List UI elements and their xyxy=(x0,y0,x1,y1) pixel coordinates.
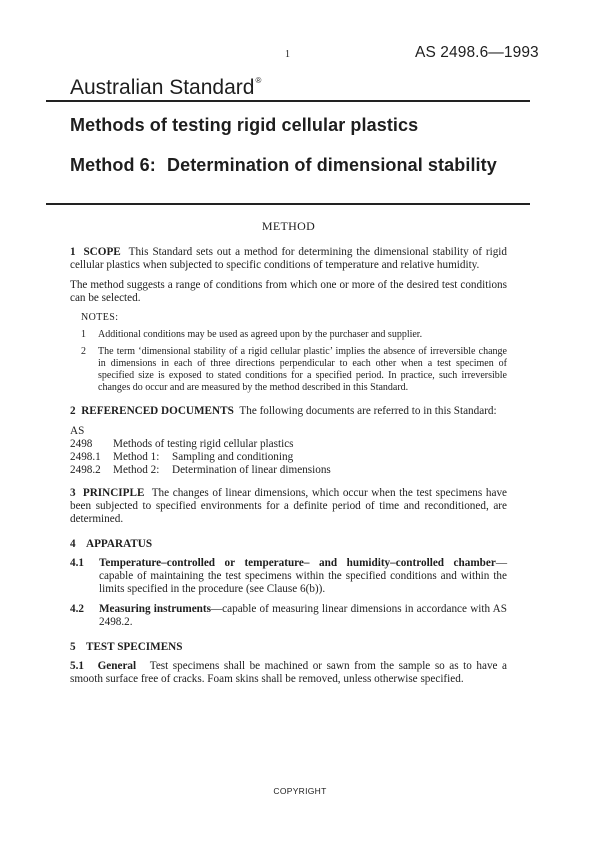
subclause-heading: General xyxy=(97,660,137,672)
copyright-footer: COPYRIGHT xyxy=(273,786,327,796)
reference-code: 2498.1 xyxy=(70,451,101,463)
subclause-item xyxy=(70,603,507,629)
brand-title xyxy=(70,76,261,100)
subclause-text: Test specimens shall be machined or sawn from the sample so as to have a smooth surface free of cracks. Foam skins shall be removed, unless otherwise specified. xyxy=(70,660,508,685)
subclause-body xyxy=(99,557,507,596)
clause-number: 4 xyxy=(70,538,76,550)
document-body xyxy=(70,220,507,693)
reference-item xyxy=(70,464,507,477)
reference-prefix: AS xyxy=(70,425,85,437)
header-rule xyxy=(46,100,530,102)
subclause-term: Measuring instruments xyxy=(99,603,211,615)
clause-number: 2 xyxy=(70,405,76,417)
clause-number: 1 xyxy=(70,246,76,258)
reference-item xyxy=(70,451,507,464)
clause-heading: REFERENCED DOCUMENTS xyxy=(81,405,234,417)
clause-scope xyxy=(70,246,507,272)
clause-test-specimens-heading xyxy=(70,641,507,654)
clause-number: 5 xyxy=(70,641,76,653)
page-number: 1 xyxy=(285,49,290,60)
notes xyxy=(81,312,507,394)
reference-item xyxy=(70,438,507,451)
reference-list xyxy=(70,425,507,477)
clause-text: The following documents are referred to in this Standard: xyxy=(239,405,497,417)
reference-method: Method 1: xyxy=(113,451,160,463)
clause-heading: APPARATUS xyxy=(86,538,153,550)
subclause-number: 4.1 xyxy=(70,557,84,569)
subclause-term: Temperature–controlled or temperature– and humidity–controlled chamber xyxy=(99,557,496,569)
subclause-text: —capable of measuring linear dimensions in accordance with AS 2498.2. xyxy=(99,603,507,628)
series-title: Methods of testing rigid cellular plastics xyxy=(70,115,419,135)
subclause-body xyxy=(99,603,507,629)
reference-code: 2498.2 xyxy=(70,464,101,476)
note-item xyxy=(81,329,507,341)
reference-title: Determination of linear dimensions xyxy=(172,464,331,476)
method-name: Determination of dimensional stability xyxy=(167,155,497,175)
clause-referenced-documents xyxy=(70,405,507,418)
clause-text: The changes of linear dimensions, which occur when the test specimens have been subjected to specified environments for a definite period of time and reconditioned, are determined. xyxy=(70,487,508,525)
note-text: The term ‘dimensional stability of a rigid cellular plastic’ implies the absence of irreversible change in dimensions in each of three directions perpendicular to each other when a test specimen of specified size is exposed to stated conditions for a specified period. In practice, such irreversible changes do occur and are measured by the method described in this Standard. xyxy=(98,346,507,393)
subclause-number: 5.1 xyxy=(70,660,84,672)
title-rule xyxy=(46,203,530,205)
subclause-number: 4.2 xyxy=(70,603,84,615)
registered-mark-icon: ® xyxy=(255,76,262,85)
reference-code: 2498 xyxy=(70,438,93,450)
reference-title: Sampling and conditioning xyxy=(172,451,294,463)
reference-title: Methods of testing rigid cellular plastics xyxy=(113,438,294,450)
note-number: 1 xyxy=(81,329,86,340)
clause-number: 3 xyxy=(70,487,76,499)
subclause-item xyxy=(70,557,507,596)
subclause-text: —capable of maintaining the test specimens within the specified conditions and within the limits specified in the procedure (see Clause 6(b)). xyxy=(99,557,507,595)
scope-paragraph-2: The method suggests a range of conditions from which one or more of the desired test conditions can be selected. xyxy=(70,279,507,304)
subclause-general xyxy=(70,660,507,686)
brand-text: Australian Standard xyxy=(70,76,255,99)
method-title xyxy=(70,155,510,175)
clause-apparatus-heading xyxy=(70,538,507,551)
clause-heading: TEST SPECIMENS xyxy=(86,641,183,653)
method-number: Method 6: xyxy=(70,155,156,175)
standard-number: AS 2498.6—1993 xyxy=(415,44,539,61)
reference-method: Method 2: xyxy=(113,464,160,476)
clause-principle xyxy=(70,487,507,526)
clause-text: This Standard sets out a method for determining the dimensional stability of rigid cellular plastics when subjected to specific conditions of temperature and relative humidity. xyxy=(70,246,507,271)
section-heading: METHOD xyxy=(261,219,316,233)
note-item xyxy=(81,346,507,394)
note-number: 2 xyxy=(81,346,86,357)
note-text: Additional conditions may be used as agreed upon by the purchaser and supplier. xyxy=(98,329,423,340)
clause-heading: PRINCIPLE xyxy=(82,487,145,499)
clause-heading: SCOPE xyxy=(83,246,121,258)
notes-label: NOTES: xyxy=(81,312,119,323)
